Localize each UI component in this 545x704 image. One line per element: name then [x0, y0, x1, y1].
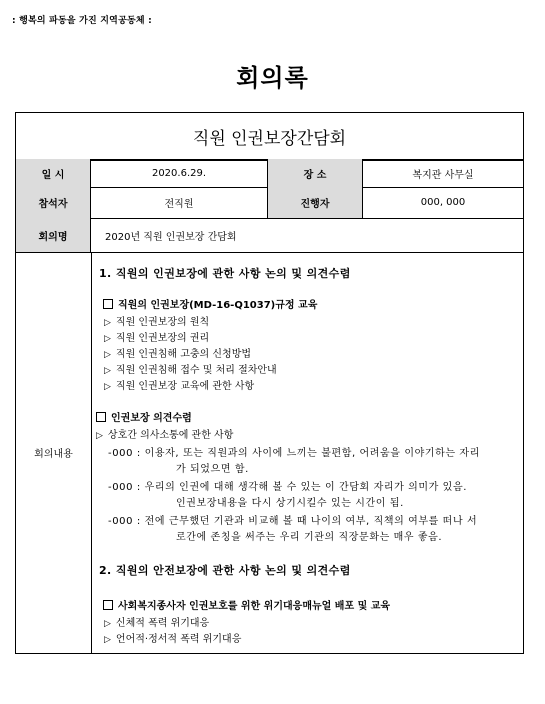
date-label: 일 시: [16, 159, 91, 187]
opinion-line: -000 : 전에 근무했던 기관과 비교해 볼 때 나이의 여부, 직책의 여부를 떠나 서: [108, 516, 478, 527]
checkbox-square-icon: [103, 600, 113, 610]
list-item: ▷ 언어적·정서적 폭력 위기대응: [104, 634, 242, 645]
opinion-line: 인권보장내용을 다시 상기시킬수 있는 시간이 됨.: [176, 498, 404, 509]
list-item: ▷ 직원 인권침해 고충의 신청방법: [104, 349, 252, 360]
section1-heading: 1. 직원의 인권보장에 관한 사항 논의 및 의견수렴: [99, 267, 351, 280]
section1-sub1-title: 직원의 인권보장(MD-16-Q1037)규정 교육: [103, 296, 317, 311]
opinion-line: -000 : 이용자, 또는 직원과의 사이에 느끼는 불편함, 어려움을 이야기하는 자리: [108, 448, 480, 459]
triangle-right-icon: ▷: [104, 635, 111, 645]
meeting-name-label: 회의명: [16, 218, 91, 252]
triangle-right-icon: ▷: [104, 350, 111, 360]
triangle-right-icon: ▷: [96, 431, 103, 441]
opinion-line: 로간에 존칭을 써주는 우리 기관의 직장문화는 매우 좋음.: [176, 532, 443, 543]
moderator-value: 000, 000: [420, 197, 466, 208]
org-tagline: : 행복의 파동을 가진 지역공동체 :: [12, 16, 152, 26]
list-item: ▷ 직원 인권보장의 원칙: [104, 317, 210, 328]
document-title: 회의록: [236, 64, 309, 92]
content-label: 회의내용: [16, 252, 92, 653]
checkbox-square-icon: [103, 299, 113, 309]
list-item: ▷ 직원 인권보장의 권리: [104, 333, 210, 344]
triangle-right-icon: ▷: [104, 334, 111, 344]
moderator-label: 진행자: [268, 187, 363, 218]
checkbox-square-icon: [96, 412, 106, 422]
section2-heading: 2. 직원의 안전보장에 관한 사항 논의 및 의견수렴: [99, 564, 351, 577]
date-value: 2020.6.29.: [91, 159, 268, 187]
list-item: ▷ 직원 인권보장 교육에 관한 사항: [104, 381, 255, 392]
opinion-line: 가 되었으면 함.: [176, 464, 249, 475]
attendees-label: 참석자: [16, 187, 91, 218]
triangle-right-icon: ▷: [104, 318, 111, 328]
content-row: [16, 252, 523, 653]
place-label: 장 소: [268, 159, 363, 187]
content-body: [92, 252, 523, 653]
list-item: ▷ 직원 인권침해 접수 및 처리 절차안내: [104, 365, 277, 376]
opinion-line: -000 : 우리의 인권에 대해 생각해 볼 수 있는 이 간담회 자리가 의미가 있음.: [108, 482, 467, 493]
meeting-title: 직원 인권보장간담회: [16, 113, 523, 161]
attendees-value: 전직원: [91, 187, 268, 218]
date-place-row: [16, 159, 523, 188]
minutes-table: [15, 112, 524, 654]
section2-sub1-title: 사회복지종사자 인권보호를 위한 위기대응매뉴얼 배포 및 교육: [103, 597, 390, 612]
attendees-row: [16, 187, 523, 219]
triangle-right-icon: ▷: [104, 619, 111, 629]
meeting-name-row: [16, 218, 523, 253]
meeting-name-value: 2020년 직원 인권보장 간담회: [105, 231, 237, 243]
triangle-right-icon: ▷: [104, 382, 111, 392]
place-value: 복지관 사무실: [412, 169, 474, 181]
list-item: ▷ 신체적 폭력 위기대응: [104, 618, 210, 629]
triangle-right-icon: ▷: [104, 366, 111, 376]
opinion-lead: ▷ 상호간 의사소통에 관한 사항: [96, 430, 234, 441]
section1-sub2-title: 인권보장 의견수렴: [96, 409, 192, 424]
